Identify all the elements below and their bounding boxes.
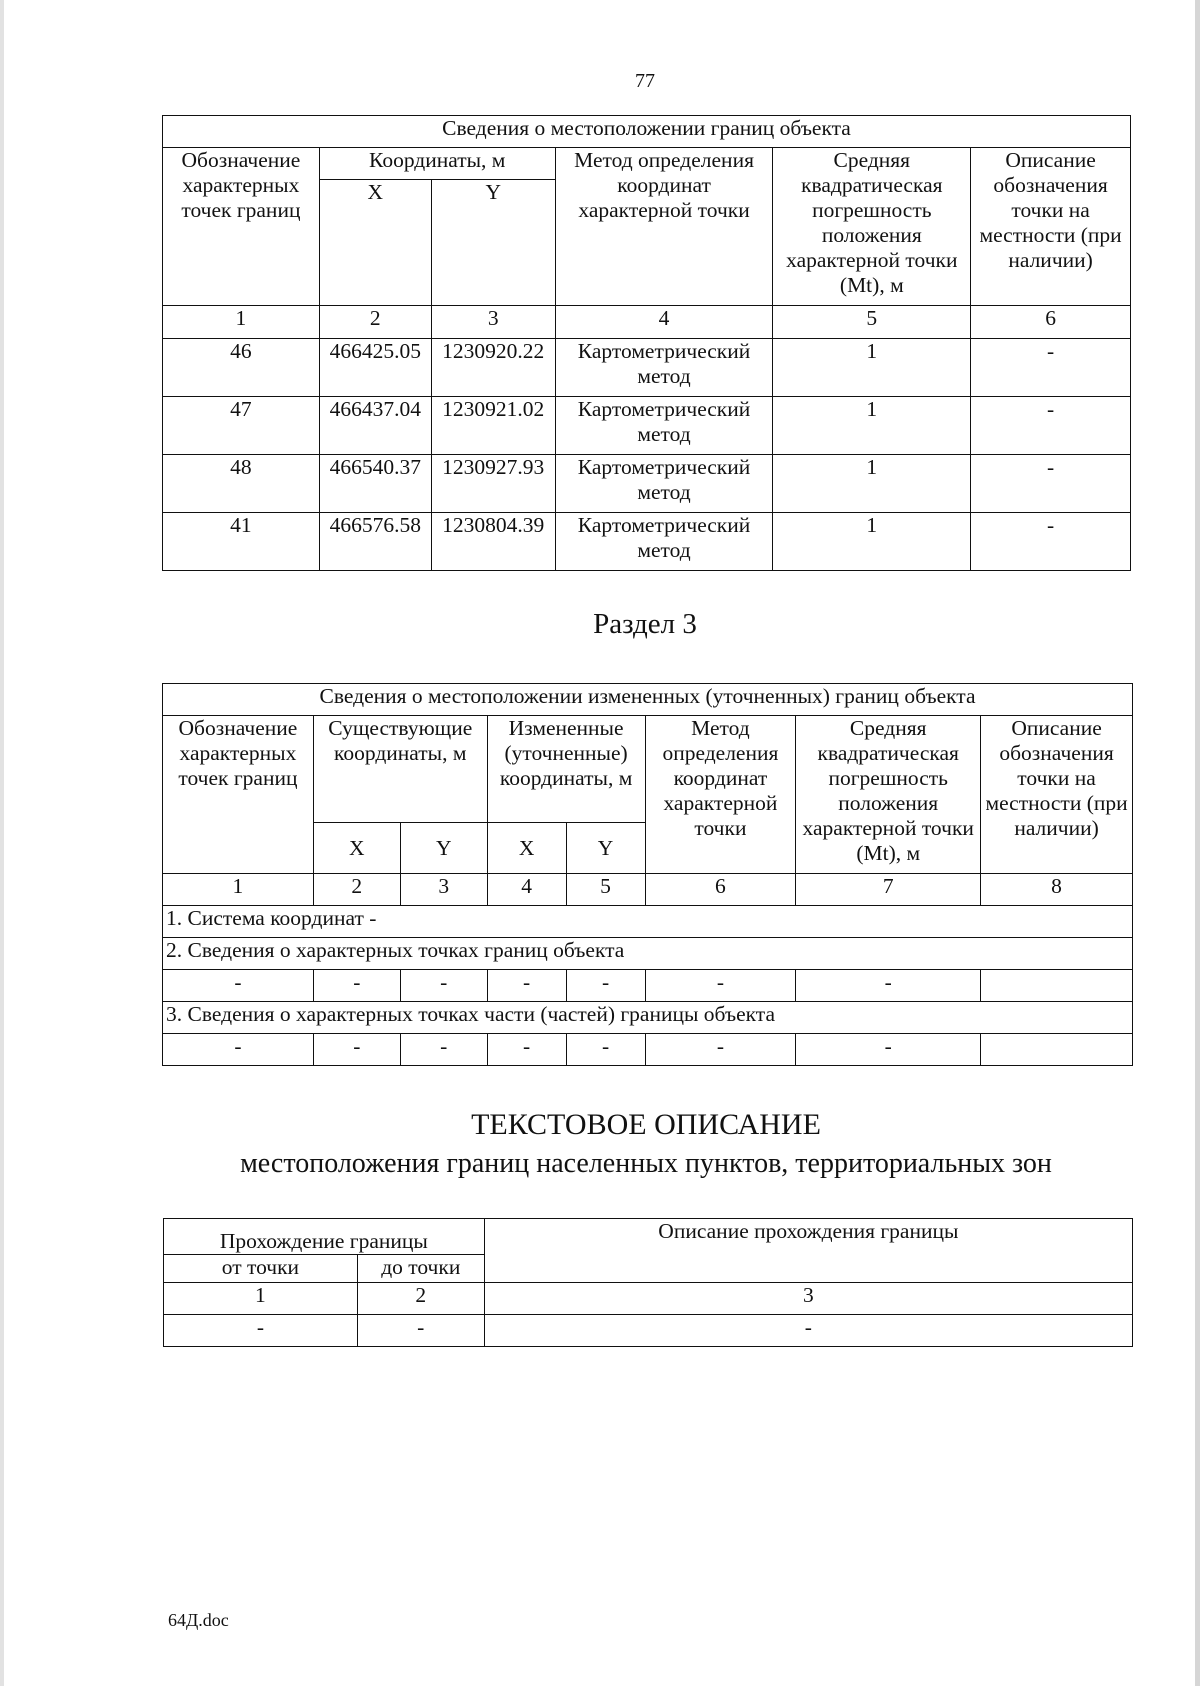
col-number: 5 — [566, 874, 645, 906]
point-id: 41 — [163, 513, 320, 571]
text-description-title: ТЕКСТОВОЕ ОПИСАНИЕ — [471, 1108, 821, 1141]
header-x: X — [487, 823, 566, 874]
coord-x: 466576.58 — [319, 513, 431, 571]
header-changed-coords: Измененные (уточненные) координаты, м — [487, 716, 645, 823]
method: Картометрический метод — [555, 455, 773, 513]
cell-dash: - — [400, 970, 487, 1002]
table-row — [163, 397, 1131, 455]
page-number: 77 — [635, 70, 655, 92]
header-x: X — [313, 823, 400, 874]
description: - — [971, 397, 1131, 455]
header-point: Обозначение характерных точек границ — [163, 716, 314, 874]
col-number: 8 — [981, 874, 1133, 906]
table-row — [163, 970, 1133, 1002]
col-number: 6 — [645, 874, 796, 906]
col-number: 5 — [773, 306, 971, 339]
col-number: 3 — [431, 306, 555, 339]
header-coordinates: Координаты, м — [319, 148, 555, 180]
cell-dash: - — [566, 970, 645, 1002]
table-title: Сведения о местоположении измененных (уточненных) границ объекта — [163, 684, 1133, 716]
cell-dash: - — [645, 970, 796, 1002]
col-number: 2 — [357, 1283, 484, 1315]
cell-dash: - — [313, 970, 400, 1002]
cell-dash: - — [313, 1034, 400, 1066]
col-number: 4 — [487, 874, 566, 906]
method: Картометрический метод — [555, 397, 773, 455]
cell-empty — [981, 970, 1133, 1002]
error: 1 — [773, 397, 971, 455]
header-x: X — [319, 180, 431, 306]
boundary-location-table — [162, 115, 1131, 571]
header-to-point: до точки — [357, 1255, 484, 1283]
cell-dash: - — [487, 970, 566, 1002]
cell-dash: - — [163, 970, 314, 1002]
text-description-subtitle: местоположения границ населенных пунктов, территориальных зон — [240, 1148, 1052, 1179]
point-id: 48 — [163, 455, 320, 513]
scan-edge-left — [0, 0, 4, 1686]
col-number: 1 — [164, 1283, 358, 1315]
subsection-coordinate-system: 1. Система координат - — [163, 906, 1133, 938]
coord-y: 1230927.93 — [431, 455, 555, 513]
subsection-boundary-points: 2. Сведения о характерных точках границ объекта — [163, 938, 1133, 970]
coord-x: 466425.05 — [319, 339, 431, 397]
file-name-footer: 64Д.doc — [168, 1610, 229, 1630]
coord-y: 1230921.02 — [431, 397, 555, 455]
header-error: Средняя квадратическая погрешность положения характерной точки (Mt), м — [796, 716, 981, 874]
subsection-part-points: 3. Сведения о характерных точках части (частей) границы объекта — [163, 1002, 1133, 1034]
header-existing-coords: Существующие координаты, м — [313, 716, 487, 823]
point-id: 47 — [163, 397, 320, 455]
header-method: Метод определения координат характерной точки — [555, 148, 773, 306]
description: - — [971, 455, 1131, 513]
col-number: 4 — [555, 306, 773, 339]
col-number: 1 — [163, 874, 314, 906]
cell-dash: - — [566, 1034, 645, 1066]
header-from-point: от точки — [164, 1255, 358, 1283]
header-passage-description: Описание прохождения границы — [484, 1219, 1132, 1283]
table-row — [163, 513, 1131, 571]
cell-dash: - — [163, 1034, 314, 1066]
col-number: 7 — [796, 874, 981, 906]
cell-dash: - — [796, 1034, 981, 1066]
method: Картометрический метод — [555, 513, 773, 571]
table-title: Сведения о местоположении границ объекта — [163, 116, 1131, 148]
col-number: 3 — [400, 874, 487, 906]
table-row — [164, 1315, 1133, 1347]
header-y: Y — [431, 180, 555, 306]
header-point: Обозначение характерных точек границ — [163, 148, 320, 306]
error: 1 — [773, 455, 971, 513]
header-description: Описание обозначения точки на местности (при наличии) — [971, 148, 1131, 306]
passage-description: - — [484, 1315, 1132, 1347]
point-id: 46 — [163, 339, 320, 397]
coord-y: 1230804.39 — [431, 513, 555, 571]
col-number: 2 — [319, 306, 431, 339]
col-number: 1 — [163, 306, 320, 339]
header-passage: Прохождение границы — [164, 1219, 485, 1255]
table-row — [163, 339, 1131, 397]
col-number: 6 — [971, 306, 1131, 339]
col-number: 3 — [484, 1283, 1132, 1315]
cell-empty — [981, 1034, 1133, 1066]
cell-dash: - — [645, 1034, 796, 1066]
from-point: - — [164, 1315, 358, 1347]
header-description: Описание обозначения точки на местности (при наличии) — [981, 716, 1133, 874]
coord-x: 466437.04 — [319, 397, 431, 455]
error: 1 — [773, 339, 971, 397]
changed-boundary-table — [162, 683, 1133, 1066]
description: - — [971, 339, 1131, 397]
header-y: Y — [400, 823, 487, 874]
boundary-passage-table — [163, 1218, 1133, 1347]
header-method: Метод определения координат характерной точки — [645, 716, 796, 874]
table-row — [163, 1034, 1133, 1066]
col-number: 2 — [313, 874, 400, 906]
error: 1 — [773, 513, 971, 571]
description: - — [971, 513, 1131, 571]
coord-x: 466540.37 — [319, 455, 431, 513]
coord-y: 1230920.22 — [431, 339, 555, 397]
cell-dash: - — [487, 1034, 566, 1066]
to-point: - — [357, 1315, 484, 1347]
section-heading: Раздел 3 — [593, 608, 697, 640]
cell-dash: - — [796, 970, 981, 1002]
header-error: Средняя квадратическая погрешность положения характерной точки (Mt), м — [773, 148, 971, 306]
scan-edge-right — [1195, 0, 1200, 1686]
cell-dash: - — [400, 1034, 487, 1066]
table-row — [163, 455, 1131, 513]
header-y: Y — [566, 823, 645, 874]
method: Картометрический метод — [555, 339, 773, 397]
